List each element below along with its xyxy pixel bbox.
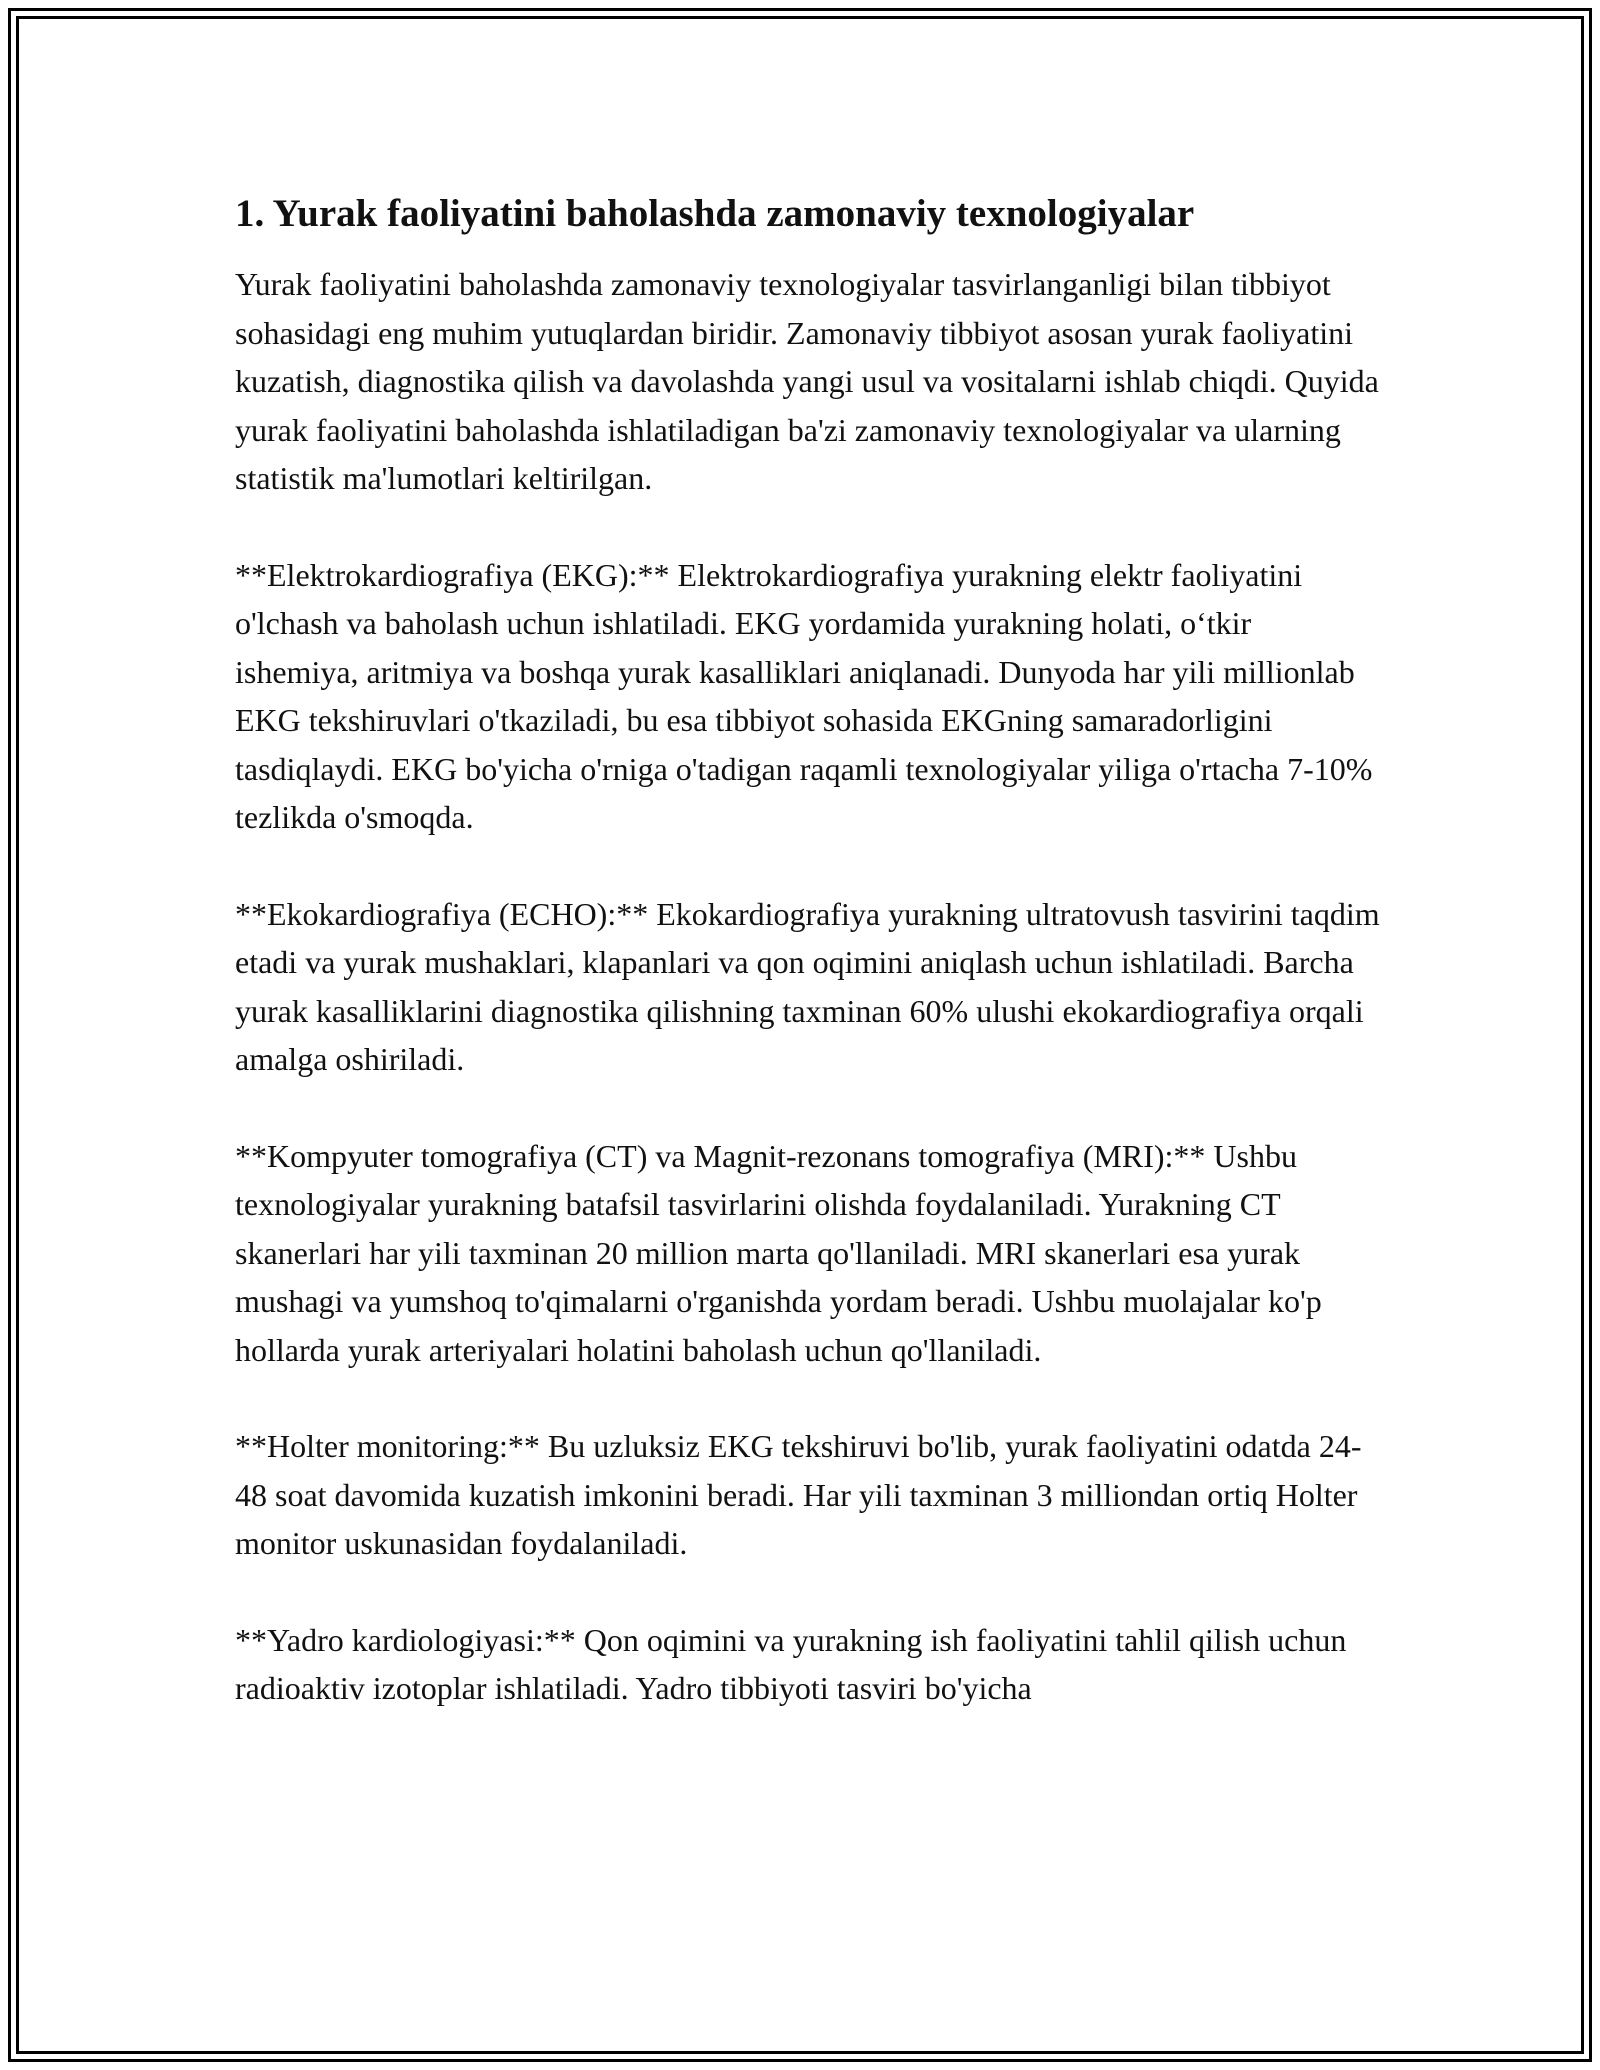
paragraph-intro: Yurak faoliyatini baholashda zamonaviy texnologiyalar tasvirlanganligi bilan tibbiyot sohasidagi eng muhim yutuqlardan biridir. Zamonaviy tibbiyot asosan yurak faoliyatini kuzatish, diagnostika qilish va davolashda yangi usul va vositalarni ishlab chiqdi. Quyida yurak faoliyatini baholashda ishlatiladigan ba'zi zamonaviy texnologiyalar va ularning statistik ma'lumotlari keltirilgan.: [235, 266, 1379, 496]
paragraph-echo: **Ekokardiografiya (ECHO):** Ekokardiografiya yurakning ultratovush tasvirini taqdim etadi va yurak mushaklari, klapanlari va qon oqimini aniqlash uchun ishlatiladi. Barcha yurak kasalliklarini diagnostika qilishning taxminan 60% ulushi ekokardiografiya orqali amalga oshiriladi.: [235, 895, 1380, 1077]
section-heading: 1. Yurak faoliyatini baholashda zamonaviy texnologiyalar: [235, 192, 1195, 235]
paragraph-ekg: **Elektrokardiografiya (EKG):** Elektrokardiografiya yurakning elektr faoliyatini o'lchash va baholash uchun ishlatiladi. EKG yordamida yurakning holati, o‘tkir ishemiya, aritmiya va boshqa yurak kasalliklari aniqlanadi. Dunyoda har yili millionlab EKG tekshiruvlari o'tkaziladi, bu esa tibbiyot sohasida EKGning samaradorligini tasdiqlaydi. EKG bo'yicha o'rniga o'tadigan raqamli texnologiyalar yiliga o'rtacha 7-10% tezlikda o'smoqda.: [235, 556, 1373, 835]
paragraph-ct-mri: **Kompyuter tomografiya (CT) va Magnit-rezonans tomografiya (MRI):** Ushbu texnologiyalar yurakning batafsil tasvirlarini olishda foydalaniladi. Yurakning CT skanerlari har yili taxminan 20 million marta qo'llaniladi. MRI skanerlari esa yurak mushagi va yumshoq to'qimalarni o'rganishda yordam beradi. Ushbu muolajalar ko'p hollarda yurak arteriyalari holatini baholash uchun qo'llaniladi.: [235, 1137, 1322, 1368]
document-body: [235, 186, 1380, 1761]
paragraph-nuclear: **Yadro kardiologiyasi:** Qon oqimini va yurakning ish faoliyatini tahlil qilish uchun radioaktiv izotoplar ishlatiladi. Yadro tibbiyoti tasviri bo'yicha: [235, 1621, 1347, 1706]
paragraph-holter: **Holter monitoring:** Bu uzluksiz EKG tekshiruvi bo'lib, yurak faoliyatini odatda 24-48 soat davomida kuzatish imkonini beradi. Har yili taxminan 3 milliondan ortiq Holter monitor uskunasidan foydalaniladi.: [235, 1428, 1362, 1561]
